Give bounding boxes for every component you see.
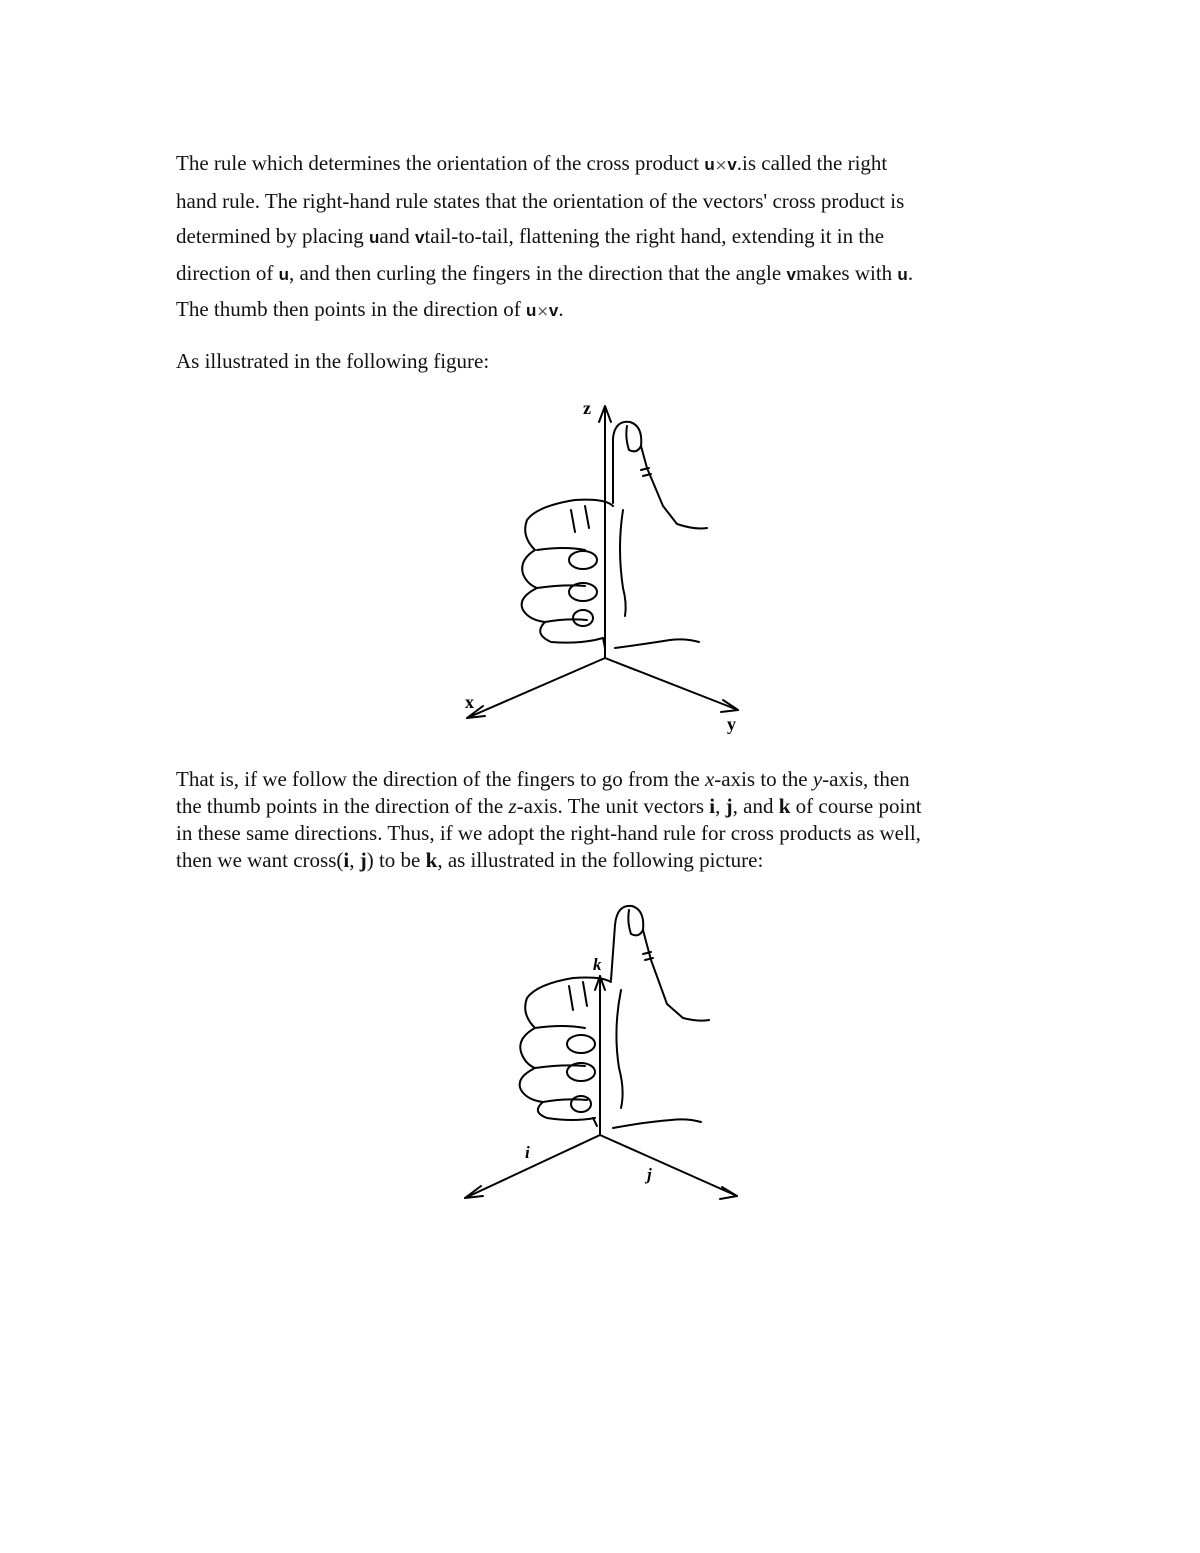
paragraph-figure-intro: As illustrated in the following figure: — [176, 349, 490, 373]
figure-right-hand-xyz — [455, 398, 775, 743]
text-line: hand rule. The right-hand rule states that the orientation of the vectors' cross product is — [176, 188, 905, 213]
unit-vector-i: i — [343, 848, 350, 872]
y-variable: y — [812, 767, 823, 791]
k-label: k — [593, 955, 602, 974]
times-symbol: × — [714, 156, 728, 174]
vector-u: u — [704, 155, 715, 174]
z-axis-label: z — [583, 398, 591, 418]
i-arrowhead — [465, 1186, 483, 1198]
unit-vector-i: i — [709, 794, 716, 818]
unit-vector-j: j — [725, 794, 733, 818]
hand-illustration — [522, 422, 707, 648]
vector-v: v — [786, 264, 796, 284]
y-axis-label: y — [727, 714, 736, 734]
i-vector — [465, 1135, 600, 1198]
i-label: i — [525, 1143, 530, 1162]
j-label: j — [647, 1165, 652, 1184]
vector-u: u — [897, 264, 908, 284]
z-variable: z — [508, 794, 517, 818]
vector-v: v — [548, 301, 559, 320]
figure-right-hand-ijk — [455, 900, 755, 1210]
unit-vector-k: k — [778, 794, 791, 818]
paragraph-right-hand-rule — [176, 146, 1036, 330]
text-line: in these same directions. Thus, if we adopt the right-hand rule for cross products as well, — [176, 821, 921, 845]
x-variable: x — [704, 767, 715, 791]
text-line: the thumb points in the direction of the z-axis. The unit vectors i, j, and k of course point — [176, 794, 922, 818]
text-line: That is, if we follow the direction of the fingers to go from the x-axis to the y-axis, then — [176, 767, 910, 791]
unit-vector-k: k — [425, 848, 438, 872]
vector-u: u — [278, 264, 290, 284]
x-axis-label: x — [465, 692, 474, 712]
text-line: direction of u, and then curling the fingers in the direction that the angle vmakes with u. — [176, 260, 914, 285]
text-line: determined by placing uand vtail-to-tail, flattening the right hand, extending it in the — [176, 224, 885, 248]
hand-illustration — [520, 906, 709, 1128]
text-line: then we want cross(i, j) to be k, as illustrated in the following picture: — [176, 848, 764, 872]
x-axis — [467, 658, 605, 718]
vector-u: u — [369, 228, 380, 247]
text-line: The thumb then points in the direction of u×v. — [176, 297, 564, 321]
vector-v: v — [727, 155, 737, 174]
times-symbol: × — [536, 302, 549, 320]
text-line: The rule which determines the orientation of the cross product u×v.is called the right — [176, 151, 888, 175]
paragraph-unit-vectors — [176, 766, 1036, 874]
vector-v: v — [415, 228, 425, 247]
y-axis — [605, 658, 738, 710]
vector-u: u — [525, 301, 537, 320]
j-vector — [600, 1135, 737, 1196]
unit-vector-j: j — [359, 848, 367, 872]
